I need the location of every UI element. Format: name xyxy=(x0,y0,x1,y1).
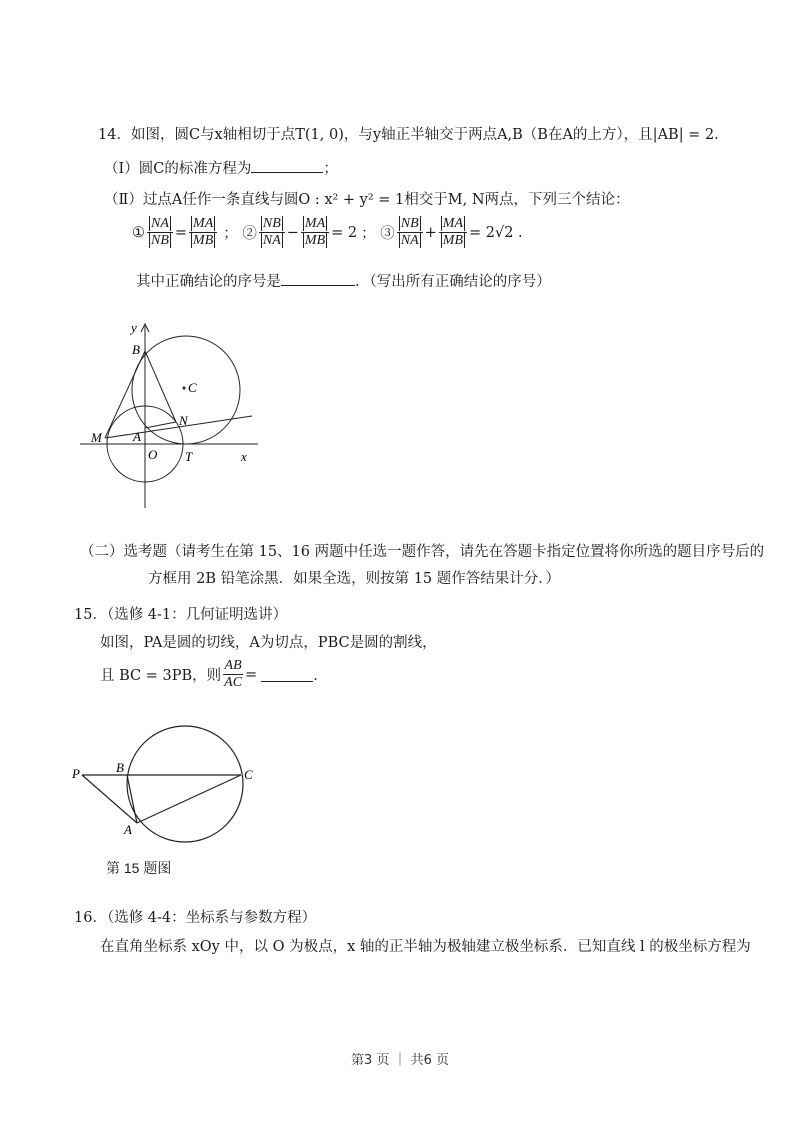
line-an xyxy=(145,422,176,428)
frac-num: NB xyxy=(400,216,419,231)
q15-end: ． xyxy=(313,668,328,684)
minus-sign: − xyxy=(286,224,299,241)
label-y: y xyxy=(131,320,137,335)
label-a: A xyxy=(124,822,132,837)
frac-num: NB xyxy=(262,216,281,231)
q14-figure xyxy=(78,318,268,513)
q14-answer-suffix: ．（写出所有正确结论的序号） xyxy=(355,274,551,290)
line-bn xyxy=(145,351,176,422)
line-bm xyxy=(105,351,145,438)
label-p: P xyxy=(72,766,80,781)
q14-part1-suffix: ； xyxy=(323,161,338,177)
answer-blank-1[interactable] xyxy=(251,158,323,173)
fraction-nb-na xyxy=(259,216,285,249)
frac-num: NA xyxy=(151,216,169,231)
conclusion-2-label: ； ② xyxy=(223,226,257,242)
label-b: B xyxy=(116,760,124,775)
q16-title: 16．（选修 4-4：坐标系与参数方程） xyxy=(74,910,317,926)
fraction-ab-ac xyxy=(223,658,243,691)
q14-part2: （Ⅱ）过点A任作一条直线与圆O : x² + y² = 1相交于M, N两点，下列三个结论： xyxy=(104,192,630,208)
label-t: T xyxy=(185,449,193,464)
q15-line1: 如图，PA是圆的切线，A为切点，PBC是圆的割线， xyxy=(100,635,437,651)
answer-blank-3[interactable] xyxy=(261,667,313,682)
q14-answer-line xyxy=(136,270,551,291)
q15-line2-prefix: 且 BC = 3PB，则 xyxy=(100,668,222,684)
q14-part1-prefix: （Ⅰ）圆C的标准方程为 xyxy=(104,161,252,177)
answer-blank-2[interactable] xyxy=(281,271,355,286)
q14-conclusions xyxy=(132,216,523,249)
fraction-na-nb xyxy=(147,216,173,249)
frac-num: MA xyxy=(442,216,463,231)
q16-line1: 在直角坐标系 xOy 中，以 O 为极点，x 轴的正半轴为极轴建立极坐标系．已知直线 l 的极坐标方程为 xyxy=(100,939,751,955)
frac-den: MB xyxy=(442,233,463,248)
section2-line2: 方框用 2B 铅笔涂黑．如果全选，则按第 15 题作答结果计分．） xyxy=(148,571,561,587)
fraction-ma-mb-3 xyxy=(439,216,467,249)
label-b: B xyxy=(132,342,140,357)
line-ac xyxy=(137,775,241,823)
equals-sign: = xyxy=(174,224,188,241)
section2-line1: （二）选考题（请考生在第 15、16 两题中任选一题作答，请先在答题卡指定位置将你所选的题目序号后的 xyxy=(80,544,765,560)
q15-figure xyxy=(66,722,266,857)
q14-stem: 14．如图，圆C与x轴相切于点T(1, 0)，与y轴正半轴交于两点A,B（B在A的上方），且|AB| = 2． xyxy=(98,127,729,143)
frac-num: MA xyxy=(304,216,326,231)
conclusion-2-rhs: = 2 xyxy=(331,224,358,241)
frac-den: MB xyxy=(193,233,214,248)
q15-line2 xyxy=(100,658,328,691)
frac-den: MB xyxy=(304,233,326,248)
label-x: x xyxy=(241,449,247,464)
label-o: O xyxy=(148,447,158,462)
conclusion-3-label: ； ③ xyxy=(361,226,395,242)
label-a: A xyxy=(133,429,141,444)
fraction-ma-mb xyxy=(189,216,217,249)
plus-sign: + xyxy=(424,224,437,241)
fraction-ma-mb-2 xyxy=(301,216,329,249)
frac-num: AB xyxy=(224,658,242,673)
label-m: M xyxy=(91,430,102,445)
center-c-dot xyxy=(183,387,186,390)
q15-title: 15．（选修 4-1：几何证明选讲） xyxy=(74,607,288,623)
frac-num: MA xyxy=(193,216,214,231)
page-footer: 第3 页 ｜ 共6 页 xyxy=(350,1053,450,1068)
label-c: C xyxy=(188,380,197,395)
label-c: C xyxy=(244,767,253,782)
q15-circle xyxy=(127,726,243,842)
conclusion-1-label: ① xyxy=(132,224,145,241)
q15-figure-caption: 第 15 题图 xyxy=(106,860,172,876)
q15-equals: = xyxy=(245,666,258,683)
frac-den: NB xyxy=(151,233,169,248)
fraction-nb-na-2 xyxy=(397,216,423,249)
label-n: N xyxy=(179,413,188,428)
frac-den: AC xyxy=(224,675,243,690)
frac-den: NA xyxy=(400,233,419,248)
q14-part1 xyxy=(104,157,338,178)
conclusion-3-rhs: = 2√2 . xyxy=(469,224,523,241)
q14-answer-prefix: 其中正确结论的序号是 xyxy=(136,274,281,290)
frac-den: NA xyxy=(262,233,281,248)
